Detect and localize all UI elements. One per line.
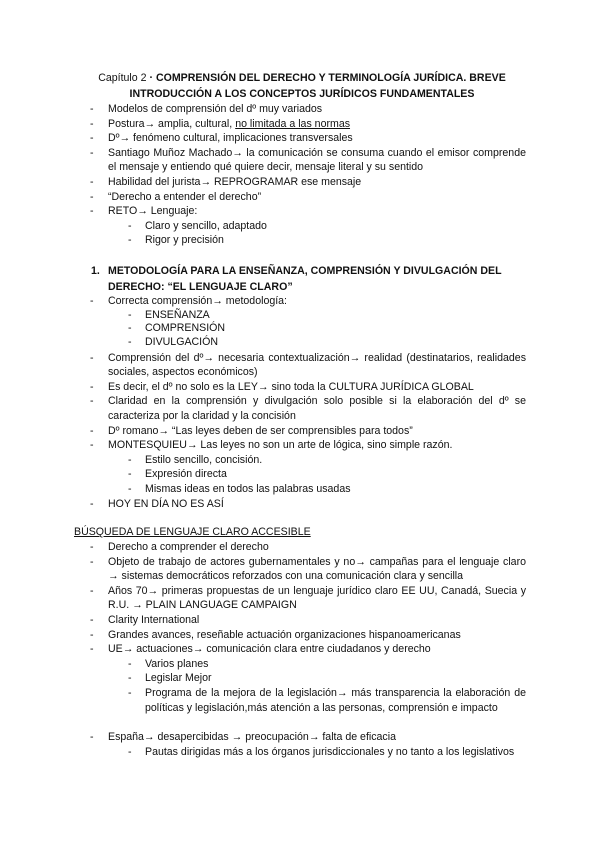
- section-number: 1.: [91, 265, 100, 277]
- list-item: - Clarity International: [108, 613, 526, 628]
- list-item: - Modelos de comprensión del dº muy variados: [108, 102, 526, 117]
- list-item: - “Derecho a entender el derecho”: [108, 190, 526, 205]
- chapter-label: Capítulo 2: [98, 72, 147, 84]
- sub-list-item: - Claro y sencillo, adaptado: [145, 219, 526, 234]
- list-item: - España→ desapercibidas → preocupación→ falta de eficacia: [108, 730, 526, 745]
- list-item: - Habilidad del jurista→ REPROGRAMAR ese mensaje: [108, 175, 526, 190]
- list-item: - RETO→ Lenguaje:: [108, 204, 526, 219]
- list-item: - Grandes avances, reseñable actuación organizaciones hispanoamericanas: [108, 628, 526, 643]
- sub-list-item: - Rigor y precisión: [145, 233, 526, 248]
- sub-list-item: - Estilo sencillo, concisión.: [145, 453, 526, 468]
- chapter-title: [82, 70, 522, 102]
- list-item: - Dº→ fenómeno cultural, implicaciones transversales: [108, 131, 526, 146]
- list-item: - HOY EN DÍA NO ES ASÍ: [108, 497, 526, 512]
- list-item: - Años 70→ primeras propuestas de un lenguaje jurídico claro EE UU, Canadá, Suecia y R.U. → PLAIN LANGUAGE CAMPAIGN: [108, 584, 526, 613]
- section-title: METODOLOGÍA PARA LA ENSEÑANZA, COMPRENSIÓN Y DIVULGACIÓN DEL DERECHO: “EL LENGUAJE CLARO”: [108, 265, 502, 293]
- sub-list-item: - Varios planes: [145, 657, 526, 672]
- list-item: - Es decir, el dº no solo es la LEY→ sino toda la CULTURA JURÍDICA GLOBAL: [108, 380, 526, 395]
- sub-list-item: - COMPRENSIÓN: [145, 321, 526, 336]
- sub-list-item: - Mismas ideas en todos las palabras usadas: [145, 482, 526, 497]
- list-item: - Postura→ amplia, cultural, no limitada a las normas: [108, 117, 526, 132]
- sub-list-item: - Expresión directa: [145, 467, 526, 482]
- sub-list-item: - ENSEÑANZA: [145, 308, 526, 323]
- sub-list-item: - DIVULGACIÓN: [145, 335, 526, 350]
- sub-list-item: - Programa de la mejora de la legislación→ más transparencia la elaboración de políticas y legislación,más atención a las personas, comprensión e impacto: [145, 686, 526, 715]
- subsection-heading: BÚSQUEDA DE LENGUAJE CLARO ACCESIBLE: [74, 526, 311, 538]
- section-heading: [91, 264, 526, 295]
- chapter-heading: COMPRENSIÓN DEL DERECHO Y TERMINOLOGÍA JURÍDICA. BREVE INTRODUCCIÓN A LOS CONCEPTOS JURÍDICOS FUNDAMENTALES: [129, 72, 506, 100]
- sub-list-item: - Legislar Mejor: [145, 671, 526, 686]
- list-item: - Dº romano→ “Las leyes deben de ser comprensibles para todos”: [108, 424, 526, 439]
- list-item: - Correcta comprensión→ metodología:: [108, 294, 526, 309]
- chapter-separator: ·: [146, 72, 156, 84]
- list-item: - MONTESQUIEU→ Las leyes no son un arte de lógica, sino simple razón.: [108, 438, 526, 453]
- list-item: - Santiago Muñoz Machado→ la comunicación se consuma cuando el emisor comprende el mensaje y entiendo qué quiere decir, mensaje literal y su sentido: [108, 146, 526, 175]
- sub-list-item: - Pautas dirigidas más a los órganos jurisdiccionales y no tanto a los legislativos: [145, 745, 526, 760]
- list-item: - UE→ actuaciones→ comunicación clara entre ciudadanos y derecho: [108, 642, 526, 657]
- list-item: - Comprensión del dº→ necesaria contextualización→ realidad (destinatarios, realidades sociales, aspectos económicos): [108, 351, 526, 380]
- list-item: - Claridad en la comprensión y divulgación solo posible si la elaboración del dº se caracteriza por la claridad y la concisión: [108, 394, 526, 423]
- list-item: - Objeto de trabajo de actores gubernamentales y no→ campañas para el lenguaje claro → sistemas democráticos reforzados con una comunicación clara y sencilla: [108, 555, 526, 584]
- list-item: - Derecho a comprender el derecho: [108, 540, 526, 555]
